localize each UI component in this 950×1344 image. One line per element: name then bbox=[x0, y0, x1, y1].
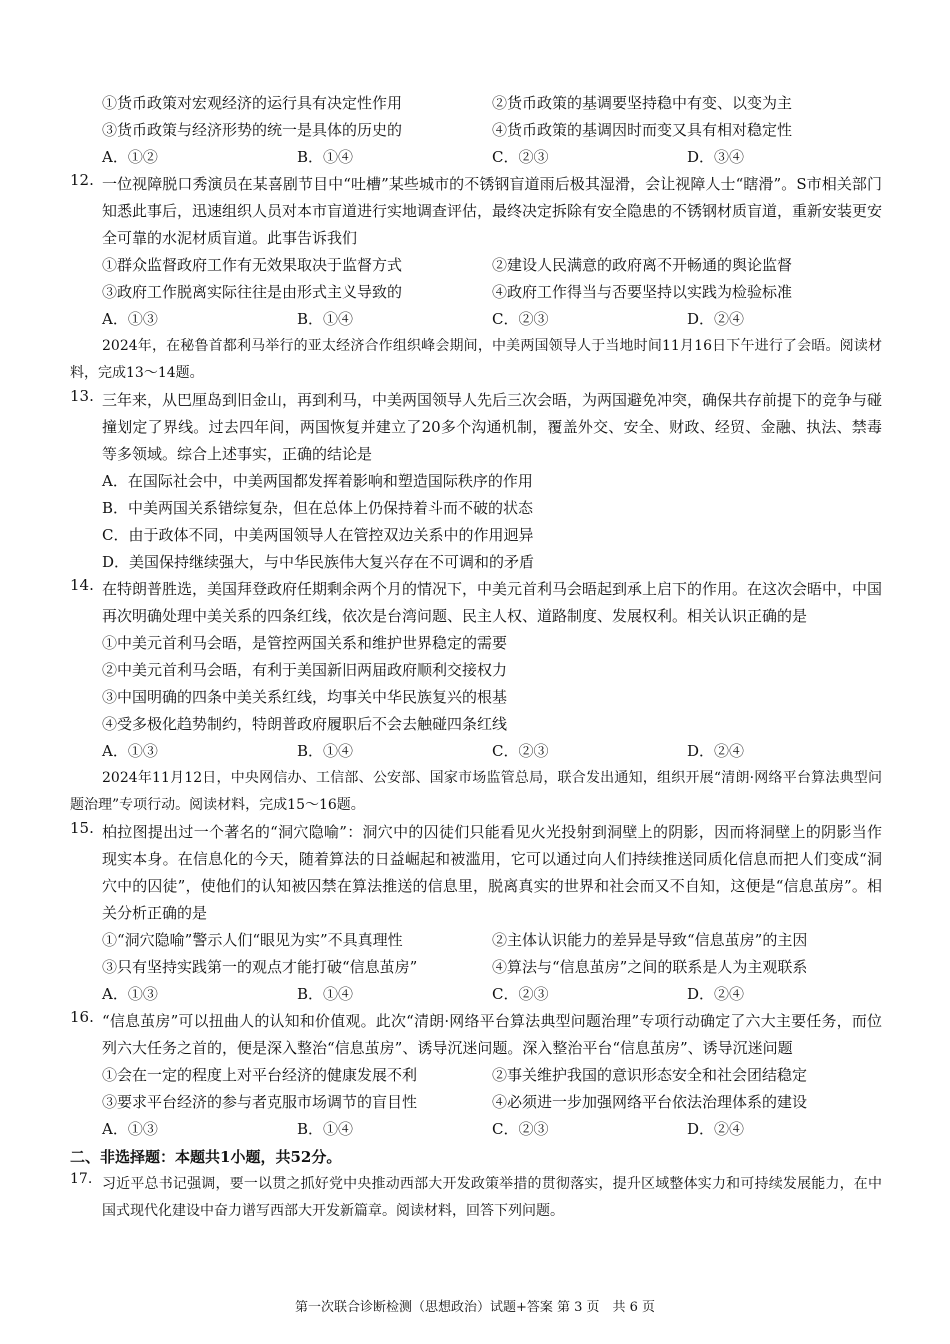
question-stem: 习近平总书记强调，要一以贯之抓好党中央推动西部大开发政策举措的贯彻落实，提升区域整体实力和可持续发展能力，在中国式现代化建设中奋力谱写西部大开发新篇章。阅读材料，回答下列问题。 bbox=[102, 1176, 882, 1219]
choice-row bbox=[102, 738, 882, 765]
section-heading: 二、非选择题：本题共1小题，共52分。 bbox=[70, 1148, 342, 1166]
choice-row bbox=[102, 1116, 882, 1143]
statement-row bbox=[102, 1089, 882, 1116]
question-stem: 在特朗普胜选，美国拜登政府任期剩余两个月的情况下，中美元首利马会晤起到承上启下的作用。在这次会晤中，中国再次明确处理中美关系的四条红线，依次是台湾问题、民主人权、道路制度、发展权利。相关认识正确的是 bbox=[102, 580, 883, 625]
question-stem: “信息茧房”可以扭曲人的认知和价值观。此次“清朗·网络平台算法典型问题治理”专项行动确定了六大主要任务，而位列六大任务之首的，便是深入整治“信息茧房”、诱导沉迷问题。深入整治平台“信息茧房”、诱导沉迷问题 bbox=[102, 1012, 882, 1057]
choice-c: C．②③ bbox=[492, 985, 549, 1003]
question-number: 14. bbox=[70, 576, 94, 594]
question-stem: 三年来，从巴厘岛到旧金山，再到利马，中美两国领导人先后三次会晤，为两国避免冲突，确保共存前提下的竞争与碰撞划定了界线。过去四年间，两国恢复并建立了20多个沟通机制，覆盖外交、安全、财政、经贸、金融、执法、禁毒等多领域。综合上述事实，正确的结论是 bbox=[102, 391, 883, 463]
choice-c: C．由于政体不同，中美两国领导人在管控双边关系中的作用迥异 bbox=[102, 526, 534, 544]
statement-2: ②货币政策的基调要坚持稳中有变、以变为主 bbox=[492, 94, 793, 112]
statement-3: ③只有坚持实践第一的观点才能打破“信息茧房” bbox=[102, 958, 418, 976]
choice-a: A．①③ bbox=[102, 1120, 158, 1138]
statement-row bbox=[102, 252, 882, 279]
statement-2: ②中美元首利马会晤，有利于美国新旧两届政府顺利交接权力 bbox=[102, 661, 508, 679]
statement-row bbox=[102, 117, 882, 144]
q11-continuation bbox=[70, 90, 882, 171]
choice-row bbox=[102, 144, 882, 171]
choice-b: B．中美两国关系错综复杂，但在总体上仍保持着斗而不破的状态 bbox=[102, 499, 534, 517]
statement-1: ①中美元首利马会晤，是管控两国关系和维护世界稳定的需要 bbox=[102, 634, 508, 652]
statement-2: ②事关维护我国的意识形态安全和社会团结稳定 bbox=[492, 1066, 808, 1084]
question-17 bbox=[70, 1171, 882, 1225]
choice-a: A．①③ bbox=[102, 310, 158, 328]
page-footer: 第一次联合诊断检测（思想政治）试题+答案 第 3 页 共 6 页 bbox=[294, 1300, 656, 1315]
choice-d: D．③④ bbox=[687, 148, 745, 166]
question-stem: 柏拉图提出过一个著名的“洞穴隐喻”：洞穴中的囚徒们只能看见火光投射到洞壁上的阴影，因而将洞壁上的阴影当作现实本身。在信息化的今天，随着算法的日益崛起和被滥用，它可以通过向人们持续推送同质化信息而把人们变成“洞穴中的囚徒”，使他们的认知被囚禁在算法推送的信息里，脱离真实的世界和社会而又不自知，这便是“信息茧房”。相关分析正确的是 bbox=[102, 823, 882, 922]
choice-d: D．②④ bbox=[687, 985, 745, 1003]
question-16 bbox=[70, 1008, 882, 1143]
choice-a: A．①③ bbox=[102, 985, 158, 1003]
statement-2: ②建设人民满意的政府离不开畅通的舆论监督 bbox=[492, 256, 793, 274]
statement-4: ④货币政策的基调因时而变又具有相对稳定性 bbox=[492, 121, 793, 139]
choice-c: C．②③ bbox=[492, 310, 549, 328]
choice-b: B．①④ bbox=[297, 742, 354, 760]
choice-b: B．①④ bbox=[297, 310, 354, 328]
question-13 bbox=[70, 387, 882, 576]
choice-row bbox=[102, 306, 882, 333]
statement-3: ③政府工作脱离实际往往是由形式主义导致的 bbox=[102, 283, 403, 301]
choice-a: A．在国际社会中，中美两国都发挥着影响和塑造国际秩序的作用 bbox=[102, 472, 533, 490]
choice-d: D．②④ bbox=[687, 1120, 745, 1138]
choice-c: C．②③ bbox=[492, 148, 549, 166]
statement-4: ④政府工作得当与否要坚持以实践为检验标准 bbox=[492, 283, 793, 301]
choice-d: D．②④ bbox=[687, 310, 745, 328]
statement-3: ③要求平台经济的参与者克服市场调节的盲目性 bbox=[102, 1093, 418, 1111]
question-12 bbox=[70, 171, 882, 333]
choice-b: B．①④ bbox=[297, 148, 354, 166]
statement-1: ①会在一定的程度上对平台经济的健康发展不利 bbox=[102, 1066, 418, 1084]
reading-material-15-16: 2024年11月12日，中央网信办、工信部、公安部、国家市场监管总局，联合发出通知，组织开展“清朗·网络平台算法典型问题治理”专项行动。阅读材料，完成15～16题。 bbox=[70, 770, 882, 813]
statement-4: ④算法与“信息茧房”之间的联系是人为主观联系 bbox=[492, 958, 808, 976]
question-number: 16. bbox=[70, 1008, 94, 1026]
statement-row bbox=[102, 954, 882, 981]
choice-a: A．①② bbox=[102, 148, 158, 166]
choice-a: A．①③ bbox=[102, 742, 158, 760]
statement-row bbox=[102, 279, 882, 306]
statement-4: ④必须进一步加强网络平台依法治理体系的建设 bbox=[492, 1093, 808, 1111]
question-15 bbox=[70, 819, 882, 1008]
question-14 bbox=[70, 576, 882, 765]
statement-row bbox=[102, 90, 882, 117]
statement-row bbox=[102, 1062, 882, 1089]
statement-1: ①“洞穴隐喻”警示人们“眼见为实”不具真理性 bbox=[102, 931, 403, 949]
question-number: 17. bbox=[70, 1171, 93, 1187]
statement-1: ①货币政策对宏观经济的运行具有决定性作用 bbox=[102, 94, 403, 112]
statement-row bbox=[102, 927, 882, 954]
choice-b: B．①④ bbox=[297, 1120, 354, 1138]
statement-1: ①群众监督政府工作有无效果取决于监督方式 bbox=[102, 256, 403, 274]
question-number: 12. bbox=[70, 171, 94, 189]
choice-b: B．①④ bbox=[297, 985, 354, 1003]
choice-c: C．②③ bbox=[492, 1120, 549, 1138]
question-stem: 一位视障脱口秀演员在某喜剧节目中“吐槽”某些城市的不锈钢盲道雨后极其湿滑，会让视障人士“瞎滑”。S市相关部门知悉此事后，迅速组织人员对本市盲道进行实地调查评估，最终决定拆除有安全隐患的不锈钢材质盲道，重新安装更安全可靠的水泥材质盲道。此事告诉我们 bbox=[102, 175, 883, 247]
question-number: 13. bbox=[70, 387, 94, 405]
statement-3: ③货币政策与经济形势的统一是具体的历史的 bbox=[102, 121, 403, 139]
choice-row bbox=[102, 981, 882, 1008]
choice-d: D．美国保持继续强大，与中华民族伟大复兴存在不可调和的矛盾 bbox=[102, 553, 535, 571]
question-number: 15. bbox=[70, 819, 94, 837]
statement-3: ③中国明确的四条中美关系红线，均事关中华民族复兴的根基 bbox=[102, 688, 508, 706]
statement-2: ②主体认识能力的差异是导致“信息茧房”的主因 bbox=[492, 931, 808, 949]
choice-d: D．②④ bbox=[687, 742, 745, 760]
reading-material-13-14: 2024年，在秘鲁首都利马举行的亚太经济合作组织峰会期间，中美两国领导人于当地时间11月16日下午进行了会晤。阅读材料，完成13～14题。 bbox=[70, 338, 882, 381]
choice-c: C．②③ bbox=[492, 742, 549, 760]
statement-4: ④受多极化趋势制约，特朗普政府履职后不会去触碰四条红线 bbox=[102, 715, 508, 733]
